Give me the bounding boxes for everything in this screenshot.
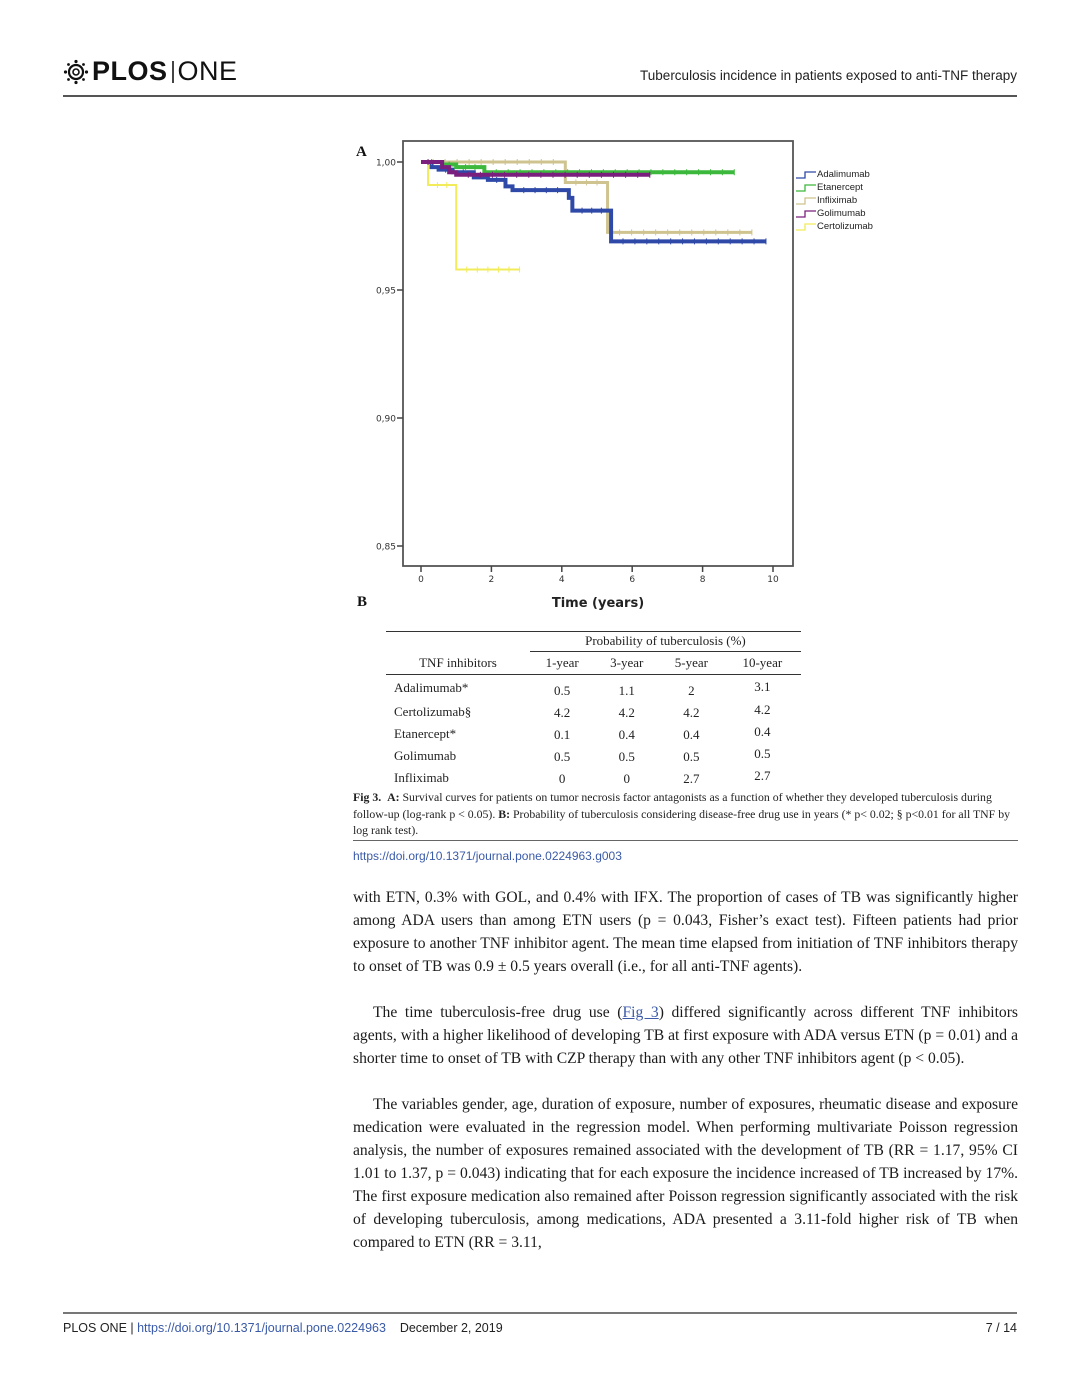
- y-axis: [376, 159, 403, 553]
- logo-one-text: ONE: [177, 56, 238, 86]
- probability-table: [386, 631, 801, 787]
- caption-fig-label: Fig 3.: [353, 790, 382, 804]
- survival-chart: [350, 130, 810, 620]
- column-header: 10-year: [742, 654, 783, 670]
- body-paragraph: [353, 1093, 1018, 1254]
- body-paragraph: [353, 886, 1018, 978]
- table-cell: 0: [558, 770, 566, 786]
- header-divider: [63, 95, 1017, 97]
- table-row: [386, 743, 801, 765]
- body-paragraph: [353, 1001, 1018, 1070]
- table-cell: 4.2: [683, 704, 700, 720]
- drug-name: Certolizumab§: [394, 703, 472, 719]
- table-row: [386, 699, 801, 721]
- plot-frame: [403, 141, 793, 566]
- caption-b-label: B:: [498, 806, 511, 821]
- drug-name: Adalimumab*: [394, 679, 469, 695]
- table-row: [386, 765, 801, 787]
- caption-b-text: Probability of tuberculosis considering disease-free drug use in years (* p< 0.02; § p<0.01 for all TNF by log rank test).: [353, 806, 1010, 837]
- plos-logo-icon: [63, 59, 89, 85]
- legend-label: Certolizumab: [817, 221, 873, 232]
- column-header: 1-year: [545, 654, 579, 670]
- running-title: Tuberculosis incidence in patients exposed to anti-TNF therapy: [640, 68, 1017, 83]
- page-footer: [63, 1321, 503, 1335]
- x-axis: [418, 566, 779, 585]
- page-number: 7 / 14: [985, 1321, 1017, 1335]
- table-cell: 0.4: [683, 726, 700, 742]
- table-cell: 2.7: [754, 767, 771, 783]
- legend-item: [796, 220, 873, 233]
- table-cell: 1.1: [618, 682, 635, 698]
- x-tick-label: 6: [629, 575, 636, 585]
- x-tick-label: 2: [488, 575, 495, 585]
- column-header: 3-year: [610, 654, 644, 670]
- drug-name: Golimumab: [394, 747, 457, 763]
- paragraph-2-text: ) differed significantly across different TNF inhibitors agents, with a higher likelihood of developing TB at first exposure with ADA versus ETN (p = 0.01) and a shorter time to onset of TB with CZP therapy than with any other TNF inhibitors agent (p < 0.05).: [353, 1004, 1018, 1067]
- y-tick-label: 0,95: [375, 286, 396, 297]
- table-cell: 0.5: [683, 748, 700, 764]
- legend-item: [796, 194, 873, 207]
- column-header: TNF inhibitors: [419, 654, 497, 670]
- table-cell: 0.1: [554, 726, 571, 742]
- footer-divider: [63, 1312, 1017, 1314]
- x-tick-label: 0: [418, 575, 424, 585]
- y-tick-label: 1,00: [375, 158, 396, 169]
- y-tick-label: 0,85: [375, 542, 396, 553]
- caption-divider: [353, 840, 1018, 841]
- legend-label: Adalimumab: [817, 169, 870, 180]
- journal-logo: [63, 56, 238, 87]
- caption-a-label: A:: [387, 790, 400, 804]
- x-tick-label: 8: [699, 575, 706, 585]
- figure-caption: [353, 789, 1018, 839]
- table-cell: 3.1: [754, 678, 771, 694]
- logo-separator: [172, 61, 174, 83]
- table-group-header: Probability of tuberculosis (%): [530, 632, 801, 652]
- legend-swatch-icon: [796, 184, 816, 192]
- table-row: [386, 674, 801, 699]
- legend-label: Infliximab: [817, 195, 858, 206]
- drug-name: Etanercept*: [394, 725, 457, 741]
- table-cell: 0.5: [554, 682, 571, 698]
- panel-b-label: B: [357, 594, 368, 610]
- legend-item: [796, 207, 873, 220]
- panel-a-label: A: [356, 144, 367, 160]
- legend-swatch-icon: [796, 197, 816, 205]
- table-cell: 2.7: [683, 770, 700, 786]
- table-cell: 0.5: [754, 745, 771, 761]
- x-tick-label: 10: [767, 575, 779, 585]
- table-cell: 0.5: [554, 748, 571, 764]
- paragraph-2-text: The time tuberculosis-free drug use (: [373, 1004, 623, 1021]
- table-cell: 0.4: [618, 726, 635, 742]
- table-cell: 0.4: [754, 723, 771, 739]
- table-cell: 4.2: [618, 704, 635, 720]
- paragraph-2: [353, 1001, 1018, 1070]
- y-tick-label: 0,90: [375, 414, 396, 425]
- footer-journal: PLOS ONE |: [63, 1321, 138, 1335]
- figure-doi-link[interactable]: https://doi.org/10.1371/journal.pone.0224963.g003: [353, 849, 622, 863]
- table-cell: 4.2: [754, 701, 771, 717]
- footer-date: December 2, 2019: [399, 1321, 503, 1335]
- table-row: [386, 721, 801, 743]
- fig-3-link[interactable]: Fig 3: [622, 1004, 659, 1021]
- logo-plos-text: PLOS: [92, 56, 168, 86]
- legend-swatch-icon: [796, 223, 816, 231]
- chart-legend: [796, 168, 873, 233]
- table-cell: 4.2: [554, 704, 571, 720]
- caption-a-text: Survival curves for patients on tumor necrosis factor antagonists as a function of whether they developed tuberculosis during follow-up (log-rank p < 0.05).: [353, 790, 992, 821]
- drug-name: Infliximab: [394, 769, 449, 785]
- table-cell: 2: [688, 682, 695, 698]
- paragraph-3: The variables gender, age, duration of exposure, number of exposures, rheumatic disease and exposure medication were evaluated in the regression model. When performing multivariate Poisson regression analysis, the number of exposures remained associated with the development of TB (RR = 1.17, 95% CI 1.01 to 1.37, p = 0.043) indicating that for each exposure the incidence increased of TB increased by 17%. The first exposure medication also remained after Poisson regression significantly associated with the risk of developing tuberculosis, among medications, ADA presented a 3.11-fold higher risk of TB when compared to ETN (RR = 3.11,: [353, 1096, 1018, 1251]
- table-cell: 0: [623, 770, 631, 786]
- column-header: 5-year: [674, 654, 708, 670]
- x-tick-label: 4: [558, 575, 565, 585]
- paragraph-1: with ETN, 0.3% with GOL, and 0.4% with IFX. The proportion of cases of TB was significantly higher among ADA users than among ETN users (p = 0.043, Fisher’s exact test). Fifteen patients had prior exposure to another TNF inhibitor agent. The mean time elapsed from initiation of TNF inhibitors therapy to onset of TB was 0.9 ± 0.5 years overall (i.e., for all anti-TNF agents).: [353, 889, 1018, 975]
- legend-swatch-icon: [796, 171, 816, 179]
- footer-doi-link[interactable]: https://doi.org/10.1371/journal.pone.0224963: [137, 1321, 386, 1335]
- table-header-row: [386, 652, 801, 675]
- legend-item: [796, 181, 873, 194]
- table-cell: 0.5: [618, 748, 635, 764]
- x-axis-label: Time (years): [551, 596, 645, 611]
- legend-label: Etanercept: [817, 182, 863, 193]
- legend-swatch-icon: [796, 210, 816, 218]
- legend-label: Golimumab: [817, 208, 866, 219]
- legend-item: [796, 168, 873, 181]
